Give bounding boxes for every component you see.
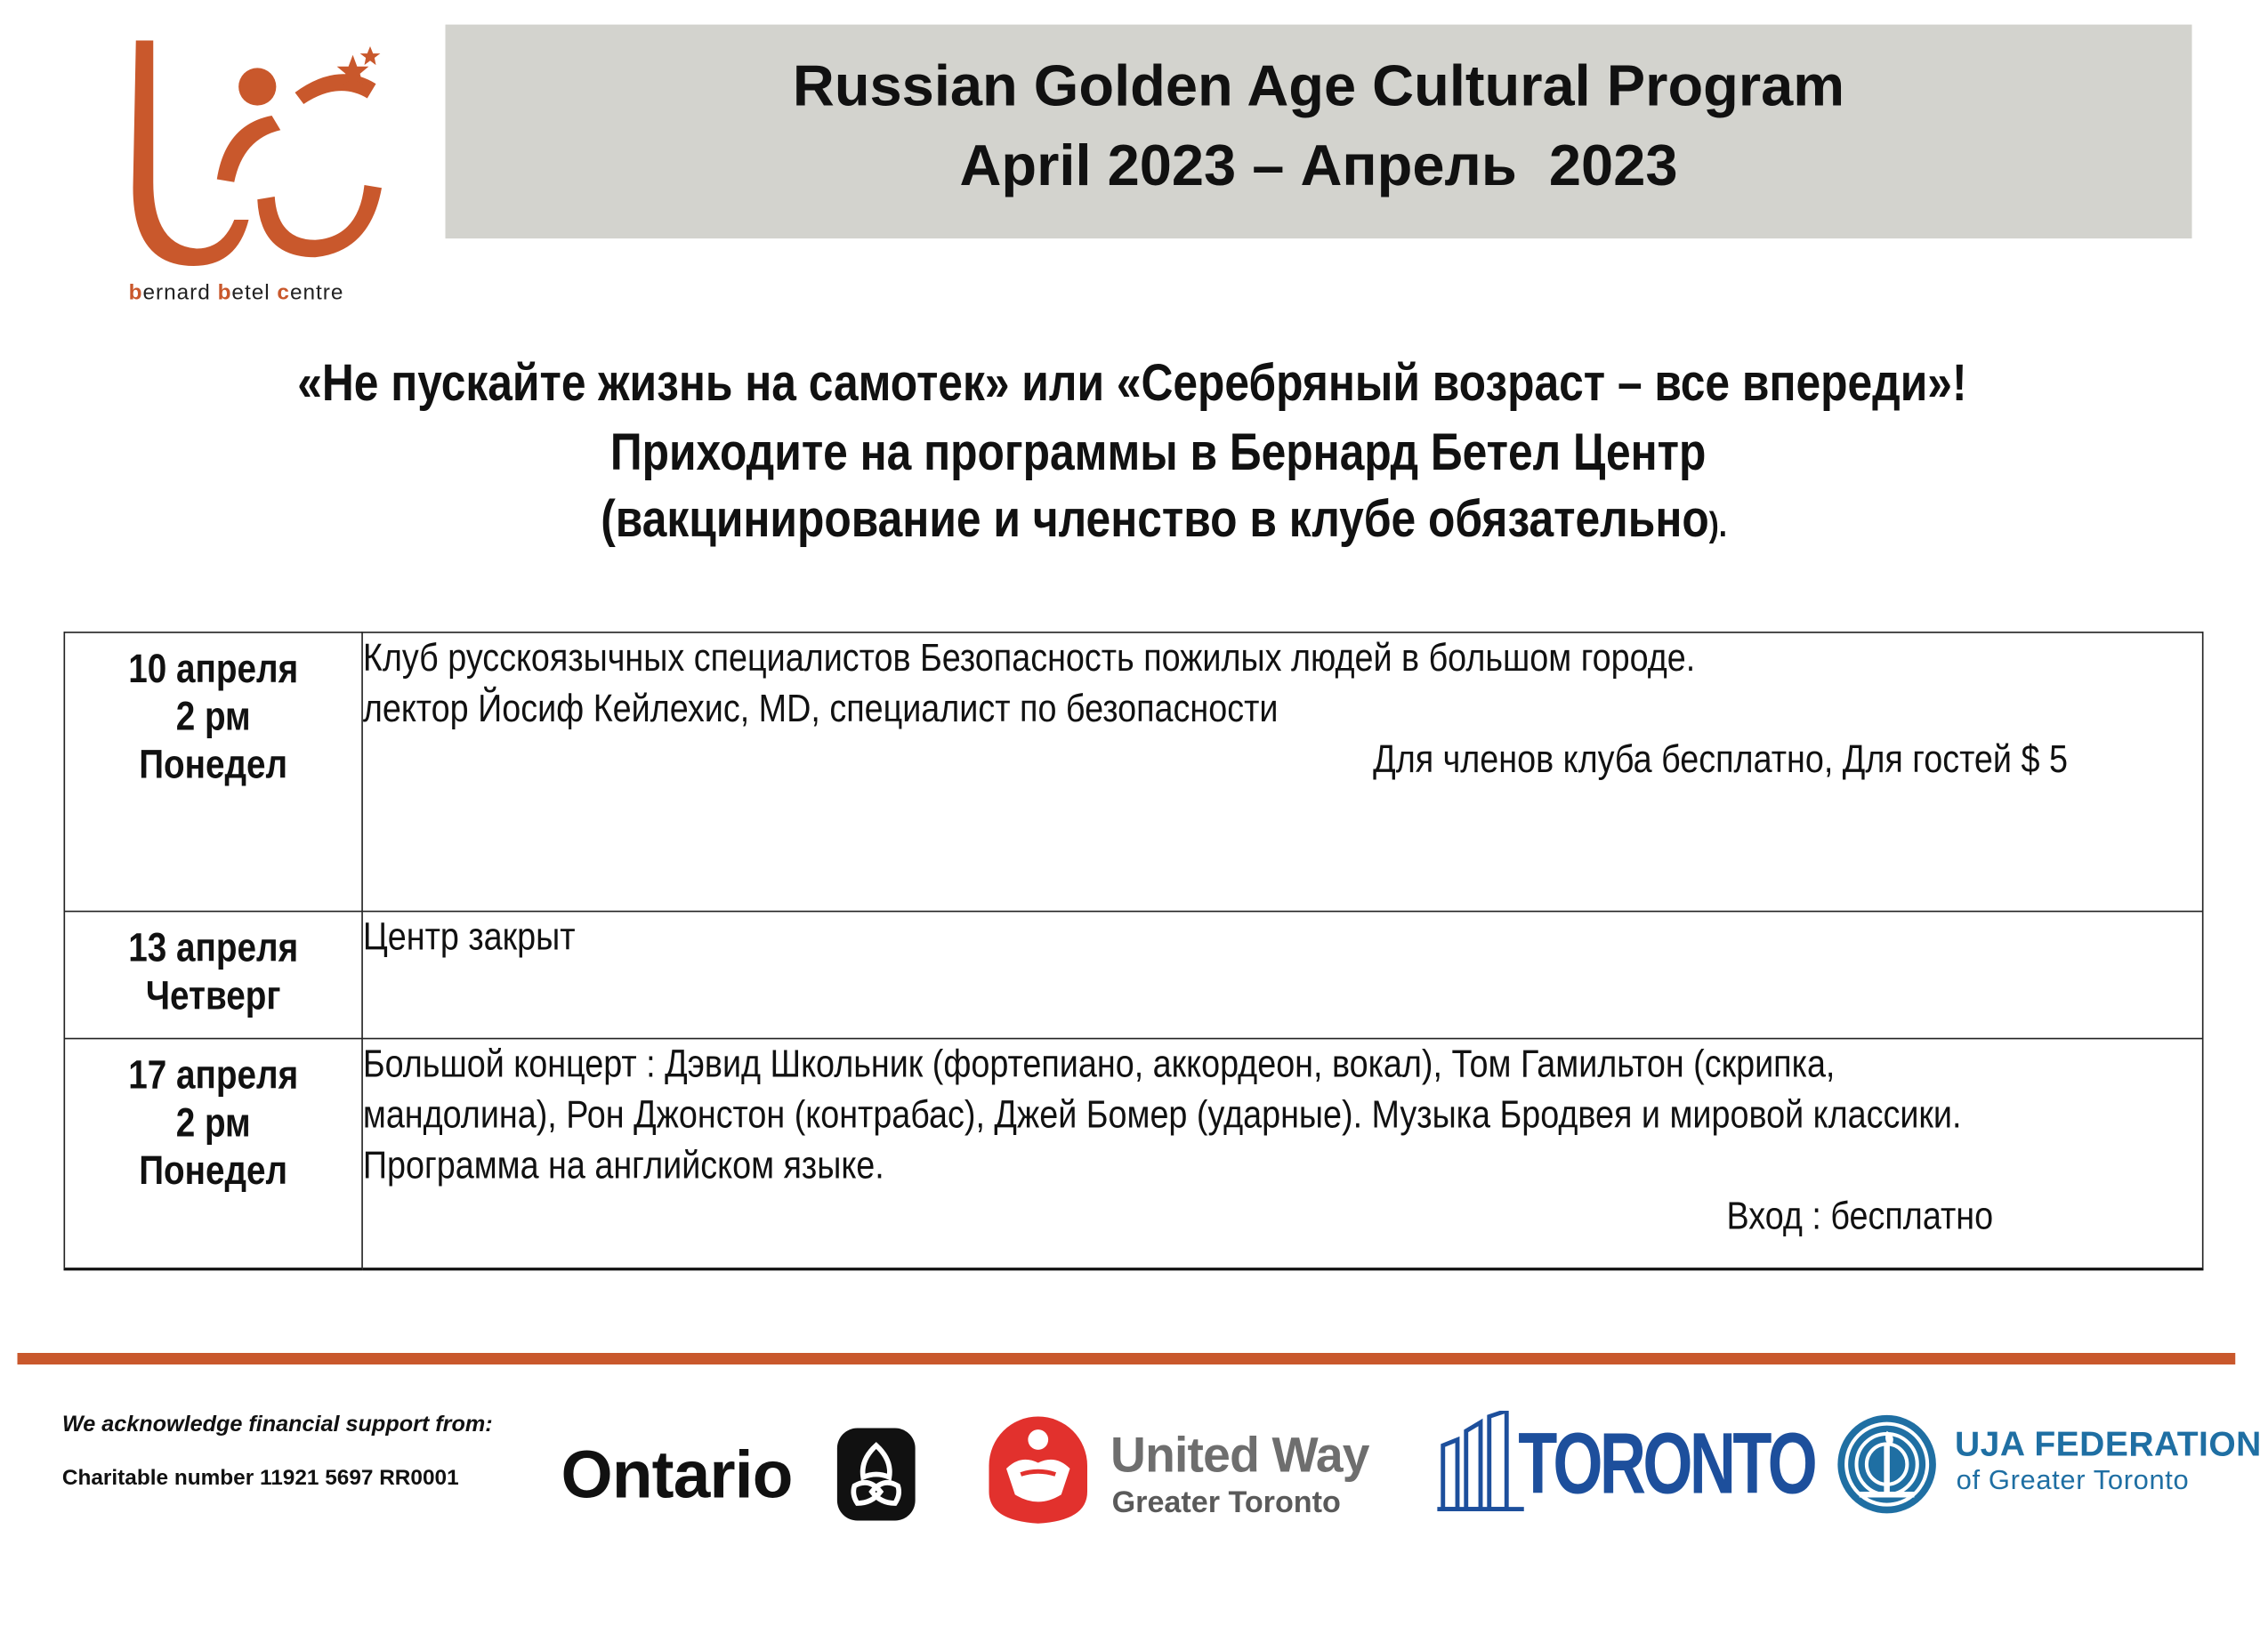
program-title: Russian Golden Age Cultural Program — [792, 54, 1845, 119]
event-date: 13 апреля Четверг — [64, 912, 362, 1039]
event-description: Центр закрыт — [362, 912, 2203, 1039]
schedule-table — [64, 632, 2204, 1269]
schedule-row — [64, 632, 2202, 912]
ontario-logo: Ontario — [561, 1424, 938, 1525]
program-month: April 2023 – Апрель 2023 — [959, 134, 1678, 198]
menorah-globe-icon — [1834, 1411, 1941, 1517]
footer-divider — [18, 1353, 2236, 1364]
event-date: 17 апреля 2 рм Понедел — [64, 1039, 362, 1268]
schedule-row — [64, 912, 2202, 1039]
city-of-toronto-logo: TORONTO — [1437, 1411, 1784, 1515]
united-way-hand-icon — [978, 1405, 1100, 1527]
intro-requirements: (вакцинирование и членство в клубе обязательно). — [601, 488, 1728, 548]
logo-caption: bernard betel centre — [128, 280, 344, 305]
city-hall-icon — [1437, 1411, 1529, 1512]
event-price: Для членов клуба бесплатно, Для гостей $ 5 — [1373, 737, 2068, 781]
funding-acknowledgement: We acknowledge financial support from: — [61, 1412, 493, 1437]
intro-invitation: Приходите на программы в Бернард Бетел Центр — [609, 422, 1707, 482]
bernard-betel-logo — [122, 29, 397, 311]
event-description: Клуб русскоязычных специалистов Безопасность пожилых людей в большом городе. лектор Йосиф Кейлехис, MD, специалист по безопасности Для членов клуба бесплатно, Для гостей $ 5 — [362, 632, 2203, 912]
intro-slogan: «Не пускайте жизнь на самотек» или «Серебряный возраст – все впереди»! — [297, 352, 1967, 413]
charitable-number: Charitable number 11921 5697 RR0001 — [61, 1465, 459, 1491]
event-description: Большой концерт : Дэвид Школьник (фортепиано, аккордеон, вокал), Том Гамильтон (скрипка, мандолина), Рон Джонстон (контрабас), Джей Бомер (ударные). Музыка Бродвея и мировой классики. Программа на английском языке. Вход : бесплатно — [362, 1039, 2203, 1268]
trillium-icon — [837, 1429, 916, 1521]
title-banner — [446, 25, 2192, 239]
uja-federation-logo: UJA FEDERATION of Greater Toronto — [1834, 1411, 2224, 1521]
event-date: 10 апреля 2 рм Понедел — [64, 632, 362, 912]
schedule-row — [64, 1039, 2202, 1268]
event-price: Вход : бесплатно — [1726, 1194, 1994, 1237]
united-way-logo: United Way Greater Toronto — [978, 1405, 1389, 1530]
bbc-logo-mark — [122, 29, 397, 282]
